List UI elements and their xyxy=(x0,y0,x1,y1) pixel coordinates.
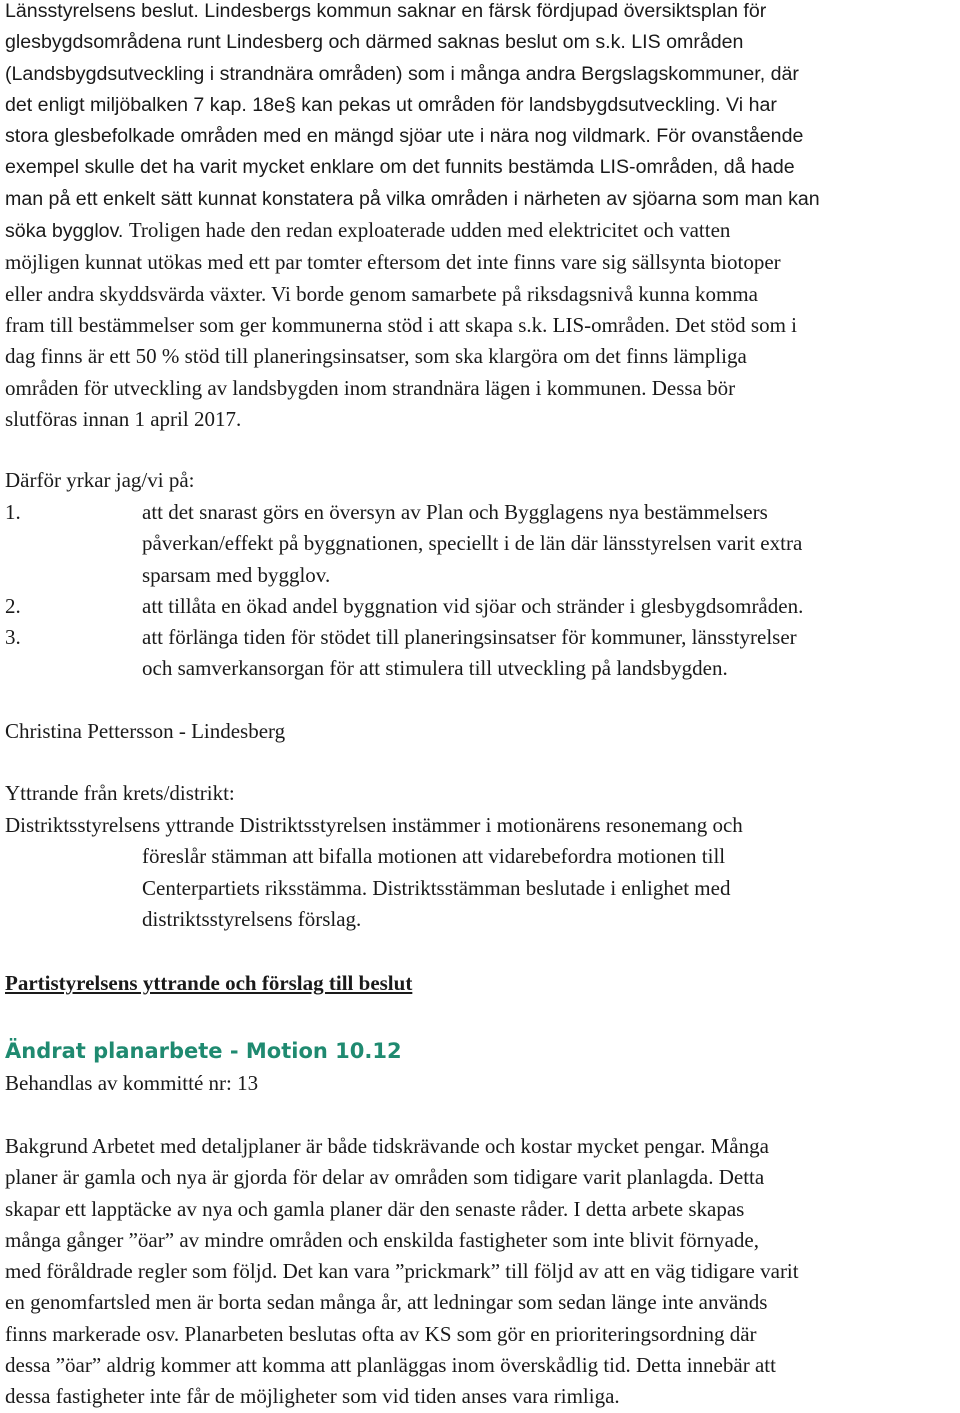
statement-line: Centerpartiets riksstämma. Distriktsstämman beslutade i enlighet med xyxy=(142,875,731,900)
district-statement-heading: Yttrande från krets/distrikt: xyxy=(5,781,235,805)
demands-heading: Därför yrkar jag/vi på: xyxy=(5,468,195,492)
motion-title: Ändrat planarbete - Motion 10.12 xyxy=(5,1039,402,1063)
committee-line: Behandlas av kommitté nr: 13 xyxy=(5,1071,259,1095)
demands-list xyxy=(5,497,958,685)
list-item xyxy=(5,622,958,685)
list-item xyxy=(5,497,958,591)
list-number: 2. xyxy=(5,593,21,618)
party-board-heading-text: Partistyrelsens yttrande och förslag till beslut xyxy=(5,971,413,995)
background-paragraph xyxy=(5,1131,958,1413)
background-line: Bakgrund Arbetet med detaljplaner är både tidskrävande och kostar mycket pengar. Många xyxy=(5,1134,769,1158)
party-board-heading xyxy=(5,968,958,999)
list-item xyxy=(5,591,958,622)
list-number: 3. xyxy=(5,625,21,650)
body-line xyxy=(5,215,958,247)
body-line: (Landsbygdsutveckling i strandnära områden) som i många andra Bergslagskommuner, där xyxy=(5,62,799,85)
background-line: med föråldrade regler som följd. Det kan vara ”prickmark” till följd av att en väg tidigare varit xyxy=(5,1259,799,1284)
body-line: områden för utveckling av landsbygden inom strandnära lägen i kommunen. Dessa bör xyxy=(5,375,736,400)
motion-body-paragraph xyxy=(5,0,958,435)
body-line: stora glesbefolkade områden med en mängd sjöar ute i nära nog vildmark. För ovanstående xyxy=(5,125,804,148)
background-line: dessa ”öar” aldrig kommer att komma att planläggas inom överskådlig tid. Detta innebär att xyxy=(5,1353,776,1378)
list-text-line: att tillåta en ökad andel byggnation vid sjöar och stränder i glesbygdsområden. xyxy=(142,593,804,618)
body-line: fram till bestämmelser som ger kommunerna stöd i att skapa s.k. LIS-områden. Det stöd som i xyxy=(5,312,798,337)
body-line: slutföras innan 1 april 2017. xyxy=(5,406,242,431)
body-line-serif-part: Troligen hade den redan exploaterade udden med elektricitet och vatten xyxy=(128,218,731,243)
district-statement xyxy=(5,810,958,935)
background-line: planer är gamla och nya är gjorda för delar av områden som tidigare varit planlagda. Detta xyxy=(5,1165,765,1190)
list-text-line: att det snarast görs en översyn av Plan och Bygglagens nya bestämmelsers xyxy=(142,500,768,524)
list-number: 1. xyxy=(5,500,21,524)
background-line: finns markerade osv. Planarbeten beslutas ofta av KS som gör en prioriteringsordning där xyxy=(5,1321,757,1346)
statement-line: föreslår stämman att bifalla motionen att vidarebefordra motionen till xyxy=(142,844,726,869)
list-text-line: och samverkansorgan för att stimulera till utveckling på landsbygden. xyxy=(142,656,728,681)
body-line: glesbygdsområdena runt Lindesberg och därmed saknas beslut om s.k. LIS områden xyxy=(5,31,744,54)
body-line: man på ett enkelt sätt kunnat konstatera på vilka områden i närheten av sjöarna som man kan xyxy=(5,187,820,210)
list-text-line: att förlänga tiden för stödet till planeringsinsatser för kommuner, länsstyrelser xyxy=(142,625,797,650)
body-line: eller andra skyddsvärda växter. Vi borde genom samarbete på riksdagsnivå kunna komma xyxy=(5,281,758,306)
background-line: en genomfartsled men är borta sedan många år, att ledningar som sedan länge inte används xyxy=(5,1290,768,1315)
statement-line: distriktsstyrelsens förslag. xyxy=(142,906,362,931)
statement-line: Distriktsstyrelsens yttrande Distriktsstyrelsen instämmer i motionärens resonemang och xyxy=(5,813,743,837)
body-line: dag finns är ett 50 % stöd till planeringsinsatser, som ska klargöra om det finns lämpliga xyxy=(5,344,747,369)
background-line: skapar ett lapptäcke av nya och gamla planer där den senaste råder. I detta arbete skapas xyxy=(5,1196,745,1221)
motion-author: Christina Pettersson - Lindesberg xyxy=(5,719,286,743)
body-line: det enligt miljöbalken 7 kap. 18e§ kan pekas ut områden för landsbygdsutveckling. Vi har xyxy=(5,93,777,116)
list-text-line: sparsam med bygglov. xyxy=(142,562,331,587)
body-line-sans-part: söka bygglov. xyxy=(5,220,129,243)
body-line: möjligen kunnat utökas med ett par tomter eftersom det inte finns vare sig sällsynta biotoper xyxy=(5,250,781,275)
list-text-line: påverkan/effekt på byggnationen, speciellt i de län där länsstyrelsen varit extra xyxy=(142,531,803,556)
body-line: Länsstyrelsens beslut. Lindesbergs kommun saknar en färsk fördjupad översiktsplan för xyxy=(5,0,767,22)
background-line: många gånger ”öar” av mindre områden och enskilda fastigheter som inte blivit förnyade, xyxy=(5,1227,759,1252)
body-line: exempel skulle det ha varit mycket enklare om det funnits bestämda LIS-områden, då hade xyxy=(5,156,795,179)
background-line: dessa fastigheter inte får de möjligheter som vid tiden anses vara rimliga. xyxy=(5,1384,620,1409)
